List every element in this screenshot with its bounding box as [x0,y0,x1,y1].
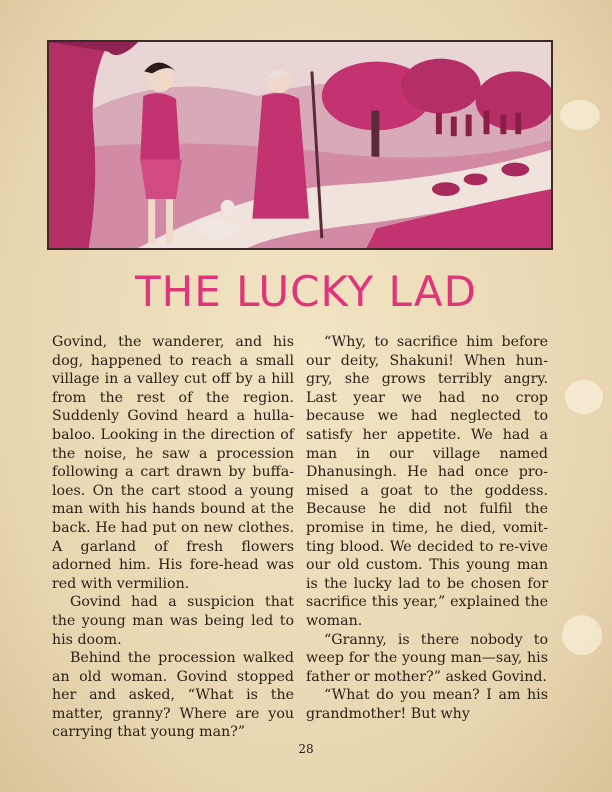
story-illustration [47,40,553,250]
paragraph: “What do you mean? I am his grandmother! But why [306,687,548,722]
village-procession-illustration [49,42,551,248]
paragraph: “Granny, is there nobody to weep for the young man—say, his father or mother?” asked Govind. [306,631,548,685]
paragraph: Govind had a suspicion that the young man was being led to his doom. [52,594,294,648]
paragraph: Behind the procession walked an old woman. Govind stopped her and asked, “What is the matter, granny? Where are you carrying that young man?” [52,650,294,741]
paragraph: Govind, the wanderer, and his dog, happened to reach a small village in a valley cut off by a hill from the rest of the region. Suddenly Govind heard a hulla-baloo. Looking in the direction of the noise, he saw a procession following a cart drawn by buffa-loes. On the cart stood a young man with his hands bound at the back. He had put on new clothes. A garland of fresh flowers adorned him. His fore-head was red with vermilion. [52,334,294,592]
left-column [52,333,294,742]
paper-stain [560,100,600,130]
paper-stain [562,615,602,655]
page-number: 28 [298,742,314,756]
paper-stain [565,380,603,414]
right-column [306,333,548,723]
story-title: THE LUCKY LAD [135,267,477,316]
paragraph: “Why, to sacrifice him before our deity, Shakuni! When hun-gry, she grows terribly angry. Last year we had no crop because we had neglected to satisfy her appetite. We had a man in our village named Dhanusingh. He had once pro-mised a goat to the goddess. Because he did not fulfil the promise in time, he died, vomit-ting blood. We decided to re-vive our old custom. This young man is the lucky lad to be chosen for sacrifice this year,” explained the woman. [306,334,548,629]
